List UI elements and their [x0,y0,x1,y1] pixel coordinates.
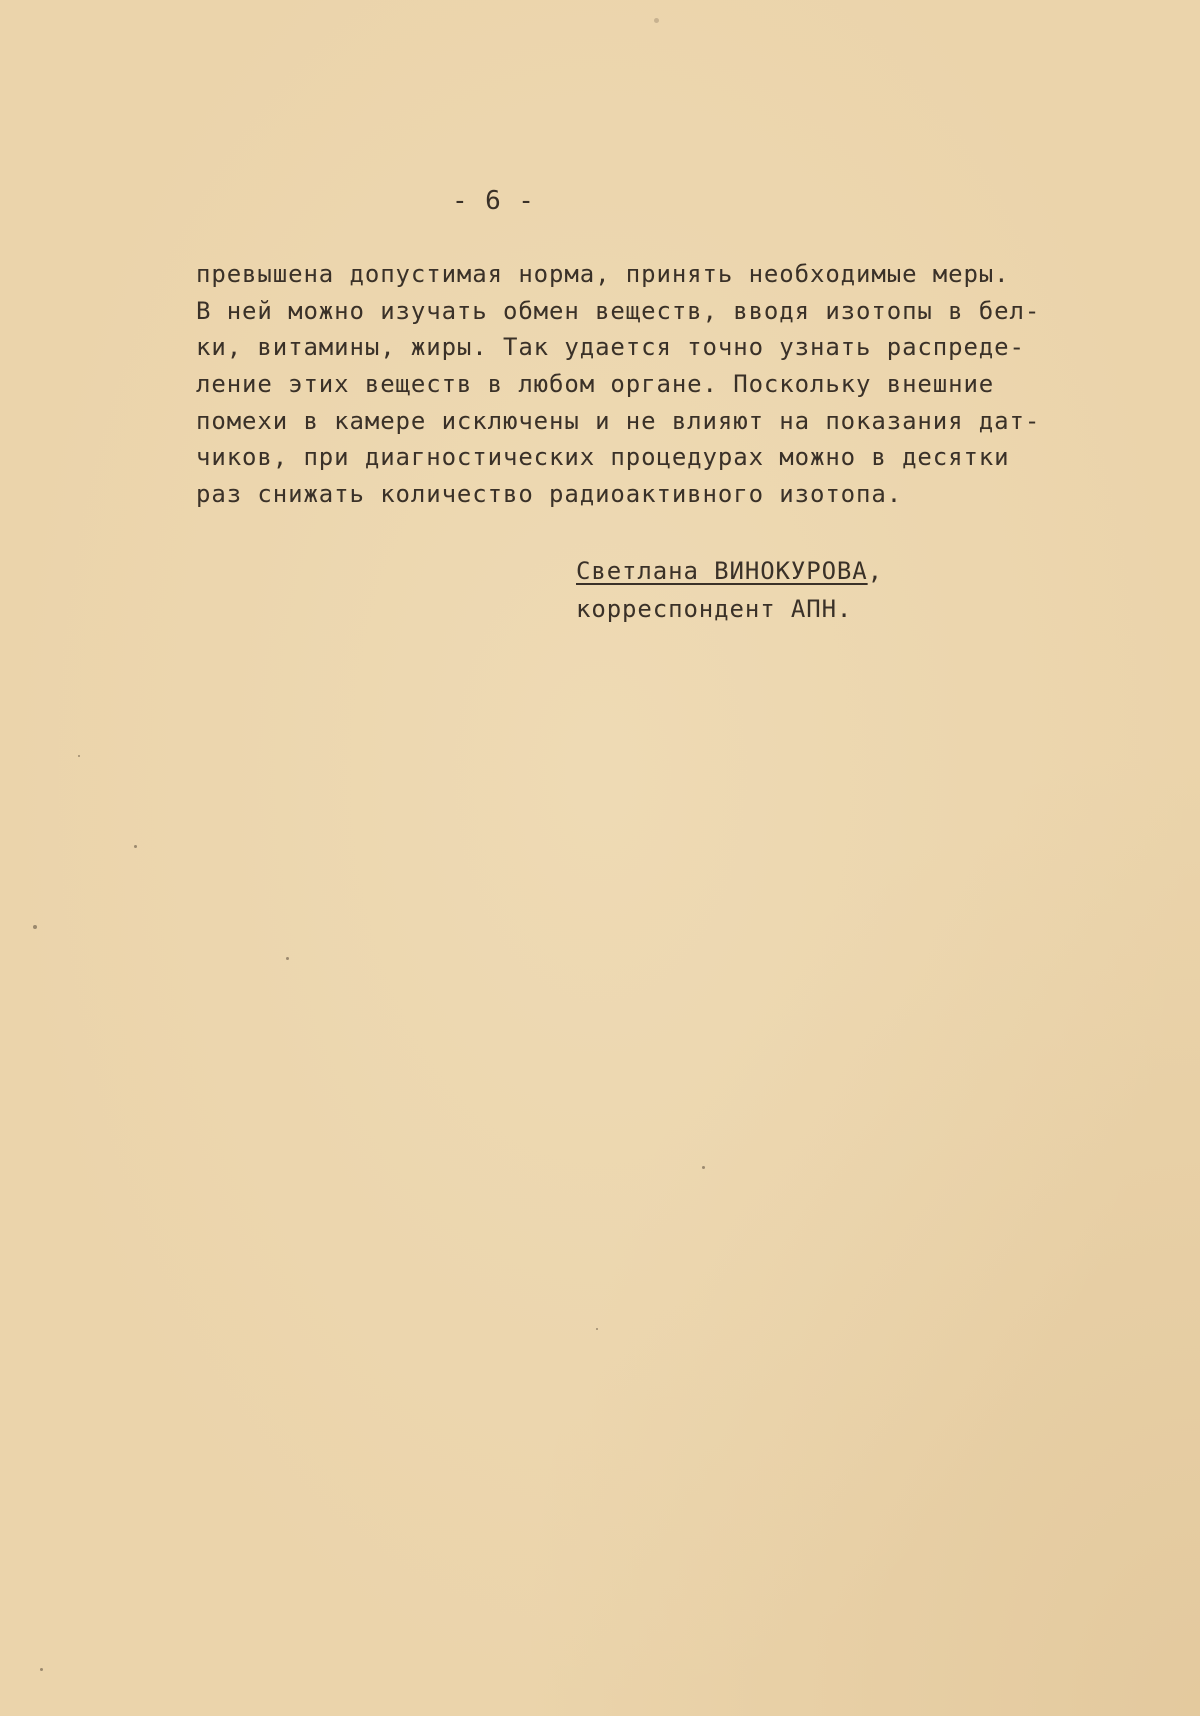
body-line: ки, витамины, жиры. Так удается точно узнать распреде- [196,333,1025,362]
author-name-suffix: , [867,557,883,585]
author-name: Светлана ВИНОКУРОВА [576,557,868,585]
page-number: - 6 - [452,186,535,216]
paper-speck [78,755,80,757]
paper-speck [40,1668,43,1671]
paper-speck [33,925,37,929]
author-line [576,552,883,590]
paper-speck [654,18,659,23]
body-text [196,256,1056,513]
body-line: В ней можно изучать обмен веществ, вводя изотопы в бел- [196,296,1041,325]
body-line: ление этих веществ в любом органе. Поскольку внешние [196,370,995,399]
body-line: превышена допустимая норма, принять необходимые меры. [196,260,1010,288]
paper-speck [286,957,289,960]
signature-block [576,552,883,628]
body-line: помехи в камере исключены и не влияют на показания дат- [196,406,1041,435]
body-line: чиков, при диагностических процедурах можно в десятки [196,443,1010,472]
paper-speck [702,1166,705,1169]
body-line: раз снижать количество радиоактивного изотопа. [196,480,903,509]
author-role: корреспондент АПН. [576,595,853,623]
paper-speck [596,1328,598,1330]
paper-speck [134,845,137,848]
